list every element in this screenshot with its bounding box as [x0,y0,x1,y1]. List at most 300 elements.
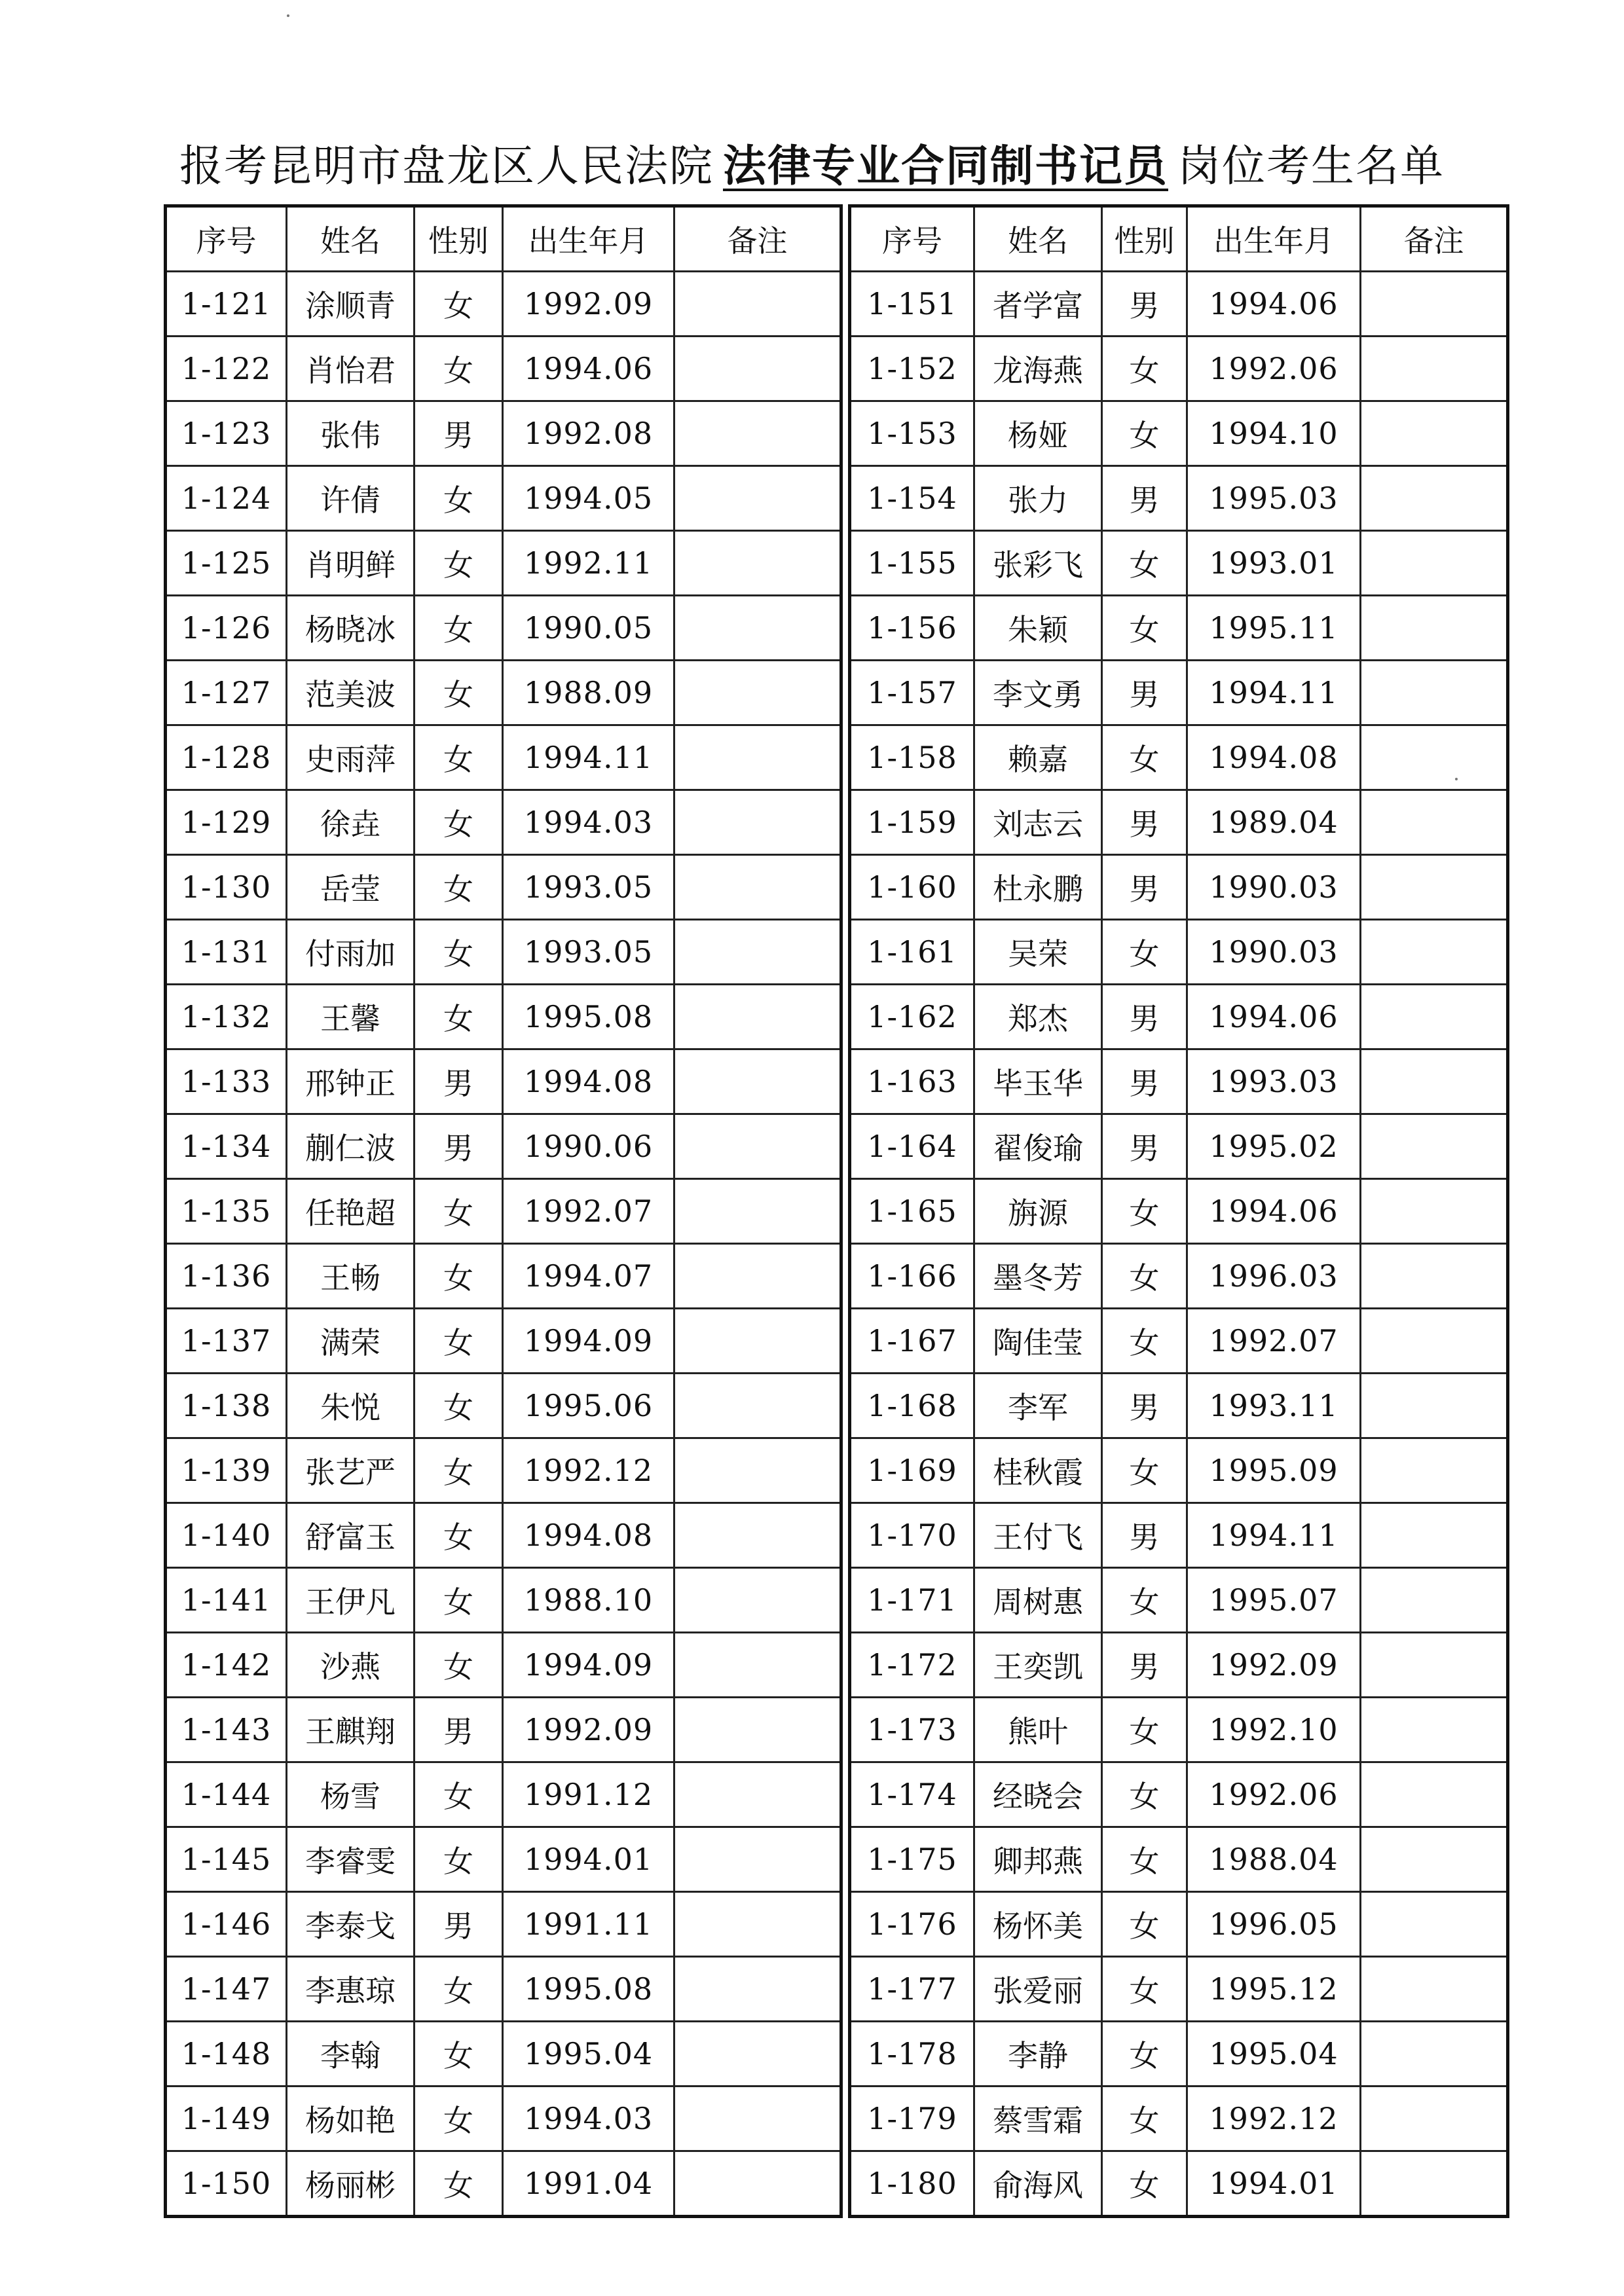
remark-cell [674,920,841,985]
candidate-gender: 女 [1102,725,1187,790]
table-row [166,1114,841,1179]
candidate-name: 李军 [974,1374,1102,1438]
remark-cell [674,1114,841,1179]
candidate-gender: 女 [415,2086,503,2151]
remark-cell [674,401,841,466]
birth-date: 1994.09 [503,1309,674,1374]
remark-cell [674,337,841,401]
table-row [166,2151,841,2217]
header-no: 序号 [850,206,974,272]
candidate-name: 杨雪 [287,1762,415,1827]
candidate-name: 涂顺青 [287,272,415,337]
table-row [166,1892,841,1957]
birth-date: 1994.06 [503,337,674,401]
row-number: 1-128 [166,725,287,790]
birth-date: 1994.11 [1187,661,1361,725]
table-row [850,1762,1508,1827]
table-row [850,1827,1508,1892]
birth-date: 1988.09 [503,661,674,725]
table-row [850,1892,1508,1957]
candidate-gender: 女 [415,1179,503,1244]
candidate-name: 张力 [974,466,1102,531]
birth-date: 1995.03 [1187,466,1361,531]
row-number: 1-126 [166,596,287,661]
birth-date: 1988.10 [503,1568,674,1633]
candidate-gender: 女 [1102,2086,1187,2151]
candidate-gender: 女 [415,985,503,1049]
row-number: 1-130 [166,855,287,920]
row-number: 1-121 [166,272,287,337]
remark-cell [674,725,841,790]
candidate-name: 王馨 [287,985,415,1049]
remark-cell [1361,1568,1508,1633]
candidate-gender: 女 [415,1244,503,1309]
header-birth: 出生年月 [503,206,674,272]
header-row [850,206,1508,272]
candidate-gender: 女 [415,337,503,401]
remark-cell [674,855,841,920]
candidate-name: 陶佳莹 [974,1309,1102,1374]
remark-cell [674,1957,841,2022]
birth-date: 1994.01 [503,1827,674,1892]
birth-date: 1994.06 [1187,985,1361,1049]
row-number: 1-151 [850,272,974,337]
remark-cell [674,466,841,531]
birth-date: 1991.11 [503,1892,674,1957]
birth-date: 1994.08 [503,1049,674,1114]
remark-cell [1361,1438,1508,1503]
remark-cell [1361,466,1508,531]
candidate-gender: 女 [1102,1438,1187,1503]
row-number: 1-149 [166,2086,287,2151]
table-row [166,1633,841,1698]
table-row [166,985,841,1049]
candidate-name: 熊叶 [974,1698,1102,1762]
table-row [166,531,841,596]
candidate-name: 李翰 [287,2022,415,2086]
candidate-name: 吴荣 [974,920,1102,985]
birth-date: 1995.12 [1187,1957,1361,2022]
table-row [166,1957,841,2022]
candidate-name: 郑杰 [974,985,1102,1049]
candidate-gender: 女 [1102,531,1187,596]
candidate-gender: 女 [415,1309,503,1374]
roster-body-right [850,272,1508,2217]
row-number: 1-145 [166,1827,287,1892]
row-number: 1-125 [166,531,287,596]
header-name: 姓名 [287,206,415,272]
candidate-gender: 女 [1102,1179,1187,1244]
birth-date: 1993.01 [1187,531,1361,596]
table-row [166,337,841,401]
header-note: 备注 [1361,206,1508,272]
birth-date: 1995.11 [1187,596,1361,661]
birth-date: 1994.08 [1187,725,1361,790]
birth-date: 1991.04 [503,2151,674,2217]
remark-cell [674,1568,841,1633]
row-number: 1-167 [850,1309,974,1374]
candidate-gender: 女 [415,1827,503,1892]
candidate-name: 王伊凡 [287,1568,415,1633]
birth-date: 1991.12 [503,1762,674,1827]
birth-date: 1992.08 [503,401,674,466]
birth-date: 1995.07 [1187,1568,1361,1633]
remark-cell [1361,1503,1508,1568]
remark-cell [1361,1374,1508,1438]
remark-cell [674,1827,841,1892]
candidate-gender: 男 [1102,1049,1187,1114]
remark-cell [1361,661,1508,725]
birth-date: 1995.04 [503,2022,674,2086]
birth-date: 1995.09 [1187,1438,1361,1503]
row-number: 1-132 [166,985,287,1049]
table-row [850,855,1508,920]
row-number: 1-146 [166,1892,287,1957]
table-row [850,2151,1508,2217]
row-number: 1-176 [850,1892,974,1957]
row-number: 1-141 [166,1568,287,1633]
candidate-gender: 女 [1102,337,1187,401]
candidate-gender: 女 [1102,1762,1187,1827]
row-number: 1-150 [166,2151,287,2217]
row-number: 1-123 [166,401,287,466]
table-row [850,1049,1508,1114]
candidate-name: 经晓会 [974,1762,1102,1827]
candidate-name: 周树惠 [974,1568,1102,1633]
remark-cell [674,1374,841,1438]
page-title [0,131,1624,193]
row-number: 1-147 [166,1957,287,2022]
candidate-name: 王奕凯 [974,1633,1102,1698]
birth-date: 1994.11 [503,725,674,790]
candidate-gender: 女 [415,466,503,531]
birth-date: 1993.05 [503,855,674,920]
table-row [166,1503,841,1568]
row-number: 1-158 [850,725,974,790]
row-number: 1-163 [850,1049,974,1114]
candidate-name: 许倩 [287,466,415,531]
table-row [166,661,841,725]
birth-date: 1990.06 [503,1114,674,1179]
birth-date: 1992.07 [1187,1309,1361,1374]
table-row [166,596,841,661]
candidate-name: 杨如艳 [287,2086,415,2151]
table-row [166,1762,841,1827]
remark-cell [1361,920,1508,985]
row-number: 1-172 [850,1633,974,1698]
remark-cell [1361,531,1508,596]
row-number: 1-159 [850,790,974,855]
candidate-gender: 男 [415,1114,503,1179]
remark-cell [1361,1762,1508,1827]
table-row [850,531,1508,596]
row-number: 1-143 [166,1698,287,1762]
candidate-gender: 女 [1102,1244,1187,1309]
table-row [850,1114,1508,1179]
remark-cell [1361,1114,1508,1179]
roster-body-left [166,272,841,2217]
remark-cell [1361,855,1508,920]
candidate-name: 李惠琼 [287,1957,415,2022]
candidate-name: 李文勇 [974,661,1102,725]
candidate-gender: 男 [1102,790,1187,855]
remark-cell [674,2151,841,2217]
row-number: 1-175 [850,1827,974,1892]
remark-cell [1361,1309,1508,1374]
table-row [850,2086,1508,2151]
table-row [850,272,1508,337]
candidate-gender: 女 [1102,1957,1187,2022]
candidate-name: 蔡雪霜 [974,2086,1102,2151]
candidate-gender: 女 [1102,596,1187,661]
table-row [850,1568,1508,1633]
birth-date: 1994.10 [1187,401,1361,466]
candidate-name: 蒯仁波 [287,1114,415,1179]
row-number: 1-153 [850,401,974,466]
table-row [166,1309,841,1374]
candidate-gender: 男 [1102,1374,1187,1438]
candidate-gender: 男 [1102,272,1187,337]
candidate-gender: 女 [1102,1568,1187,1633]
candidate-gender: 女 [1102,2151,1187,2217]
birth-date: 1993.11 [1187,1374,1361,1438]
candidate-gender: 女 [415,725,503,790]
table-row [850,1698,1508,1762]
row-number: 1-139 [166,1438,287,1503]
table-row [166,790,841,855]
candidate-name: 毕玉华 [974,1049,1102,1114]
remark-cell [1361,1827,1508,1892]
candidate-name: 朱颖 [974,596,1102,661]
table-row [850,1438,1508,1503]
row-number: 1-179 [850,2086,974,2151]
header-note: 备注 [674,206,841,272]
roster-table-right [848,204,1509,2218]
candidate-gender: 女 [415,790,503,855]
remark-cell [674,1309,841,1374]
birth-date: 1992.06 [1187,337,1361,401]
candidate-name: 赖嘉 [974,725,1102,790]
candidate-name: 肖怡君 [287,337,415,401]
remark-cell [674,2022,841,2086]
remark-cell [674,2086,841,2151]
candidate-gender: 女 [1102,1827,1187,1892]
candidate-name: 杨娅 [974,401,1102,466]
header-gender: 性别 [415,206,503,272]
row-number: 1-171 [850,1568,974,1633]
birth-date: 1994.03 [503,790,674,855]
birth-date: 1990.03 [1187,920,1361,985]
row-number: 1-166 [850,1244,974,1309]
birth-date: 1990.05 [503,596,674,661]
table-row [850,1957,1508,2022]
candidate-gender: 女 [1102,1309,1187,1374]
remark-cell [1361,790,1508,855]
candidate-name: 王畅 [287,1244,415,1309]
candidate-gender: 女 [415,1762,503,1827]
birth-date: 1995.08 [503,1957,674,2022]
remark-cell [1361,1179,1508,1244]
remark-cell [1361,272,1508,337]
row-number: 1-174 [850,1762,974,1827]
table-row [166,1438,841,1503]
roster-sheet [164,204,1503,2203]
remark-cell [1361,2151,1508,2217]
birth-date: 1992.12 [1187,2086,1361,2151]
birth-date: 1994.11 [1187,1503,1361,1568]
table-row [850,596,1508,661]
birth-date: 1994.06 [1187,272,1361,337]
candidate-name: 卿邦燕 [974,1827,1102,1892]
candidate-name: 刘志云 [974,790,1102,855]
row-number: 1-137 [166,1309,287,1374]
row-number: 1-138 [166,1374,287,1438]
candidate-gender: 男 [1102,1503,1187,1568]
candidate-gender: 女 [415,1438,503,1503]
row-number: 1-155 [850,531,974,596]
header-row [166,206,841,272]
remark-cell [1361,1244,1508,1309]
candidate-gender: 女 [1102,920,1187,985]
remark-cell [674,1698,841,1762]
candidate-name: 王麒翔 [287,1698,415,1762]
remark-cell [674,531,841,596]
birth-date: 1992.10 [1187,1698,1361,1762]
remark-cell [674,272,841,337]
table-row [850,1179,1508,1244]
candidate-gender: 女 [415,1374,503,1438]
remark-cell [674,985,841,1049]
birth-date: 1988.04 [1187,1827,1361,1892]
row-number: 1-129 [166,790,287,855]
birth-date: 1994.07 [503,1244,674,1309]
row-number: 1-162 [850,985,974,1049]
table-row [850,661,1508,725]
birth-date: 1994.09 [503,1633,674,1698]
birth-date: 1996.03 [1187,1244,1361,1309]
table-row [850,1503,1508,1568]
candidate-name: 墨冬芳 [974,1244,1102,1309]
birth-date: 1995.06 [503,1374,674,1438]
birth-date: 1992.07 [503,1179,674,1244]
remark-cell [674,1892,841,1957]
candidate-gender: 男 [1102,466,1187,531]
candidate-name: 龙海燕 [974,337,1102,401]
remark-cell [1361,2086,1508,2151]
table-row [850,790,1508,855]
table-row [166,1244,841,1309]
candidate-gender: 女 [1102,401,1187,466]
table-row [850,1309,1508,1374]
candidate-name: 舒富玉 [287,1503,415,1568]
candidate-gender: 女 [415,272,503,337]
remark-cell [1361,337,1508,401]
row-number: 1-122 [166,337,287,401]
birth-date: 1989.04 [1187,790,1361,855]
candidate-name: 张伟 [287,401,415,466]
candidate-name: 范美波 [287,661,415,725]
remark-cell [674,790,841,855]
row-number: 1-136 [166,1244,287,1309]
birth-date: 1992.12 [503,1438,674,1503]
remark-cell [1361,401,1508,466]
row-number: 1-180 [850,2151,974,2217]
candidate-gender: 男 [415,1698,503,1762]
candidate-name: 付雨加 [287,920,415,985]
table-row [850,1244,1508,1309]
candidate-gender: 男 [1102,985,1187,1049]
remark-cell [1361,985,1508,1049]
remark-cell [674,1762,841,1827]
table-row [850,466,1508,531]
candidate-gender: 女 [415,855,503,920]
table-row [166,2022,841,2086]
remark-cell [674,596,841,661]
candidate-name: 旃源 [974,1179,1102,1244]
remark-cell [1361,725,1508,790]
candidate-name: 沙燕 [287,1633,415,1698]
birth-date: 1992.06 [1187,1762,1361,1827]
candidate-gender: 女 [415,1568,503,1633]
header-name: 姓名 [974,206,1102,272]
roster-table-left [164,204,843,2218]
table-row [166,466,841,531]
table-row [166,1698,841,1762]
birth-date: 1994.05 [503,466,674,531]
candidate-name: 李睿雯 [287,1827,415,1892]
row-number: 1-160 [850,855,974,920]
table-row [850,2022,1508,2086]
table-row [850,1633,1508,1698]
table-row [166,1179,841,1244]
table-row [166,272,841,337]
remark-cell [674,1049,841,1114]
remark-cell [674,1633,841,1698]
remark-cell [674,661,841,725]
table-row [850,337,1508,401]
remark-cell [1361,1633,1508,1698]
row-number: 1-168 [850,1374,974,1438]
candidate-gender: 女 [415,920,503,985]
candidate-gender: 男 [1102,1633,1187,1698]
candidate-gender: 女 [415,2022,503,2086]
row-number: 1-124 [166,466,287,531]
birth-date: 1994.06 [1187,1179,1361,1244]
remark-cell [1361,1698,1508,1762]
candidate-gender: 男 [1102,855,1187,920]
remark-cell [1361,596,1508,661]
candidate-name: 杨丽彬 [287,2151,415,2217]
birth-date: 1995.02 [1187,1114,1361,1179]
row-number: 1-144 [166,1762,287,1827]
table-row [166,1827,841,1892]
row-number: 1-140 [166,1503,287,1568]
table-row [850,401,1508,466]
table-row [166,2086,841,2151]
candidate-name: 张爱丽 [974,1957,1102,2022]
candidate-name: 王付飞 [974,1503,1102,1568]
title-position: 法律专业合同制书记员 [723,141,1168,191]
table-row [166,920,841,985]
row-number: 1-173 [850,1698,974,1762]
candidate-gender: 男 [1102,661,1187,725]
remark-cell [1361,1957,1508,2022]
candidate-gender: 女 [415,596,503,661]
table-row [850,920,1508,985]
birth-date: 1990.03 [1187,855,1361,920]
table-row [166,1049,841,1114]
table-row [166,1568,841,1633]
